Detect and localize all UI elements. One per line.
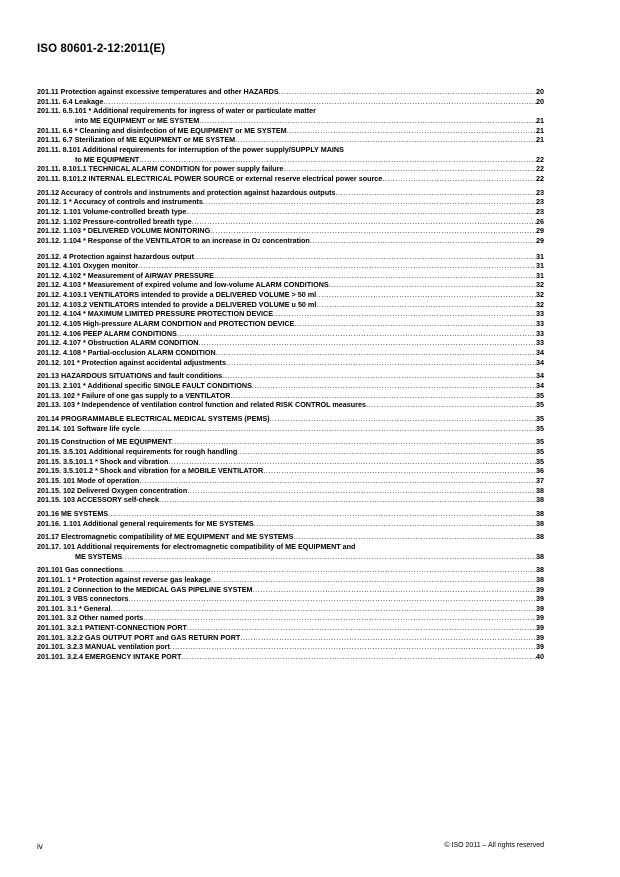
toc-entry[interactable] (37, 585, 544, 595)
toc-entry-title: 201.14. 101 Software life cycle (37, 423, 140, 433)
toc-page-number: 39 (536, 613, 544, 623)
toc-entry[interactable] (37, 532, 544, 542)
toc-entry[interactable] (37, 174, 544, 184)
dot-leader (335, 188, 536, 198)
dot-leader (181, 652, 536, 662)
toc-page-number: 32 (536, 299, 544, 309)
toc-entry[interactable] (37, 207, 544, 217)
toc-entry[interactable] (37, 371, 544, 381)
toc-entry-title: 201.101. 3.2.4 EMERGENCY INTAKE PORT (37, 652, 182, 662)
toc-page-number: 33 (536, 338, 544, 348)
dot-leader (214, 271, 536, 281)
toc-entry[interactable] (37, 476, 544, 486)
toc-page-number: 22 (536, 173, 544, 183)
toc-entry-title: 201.12. 1.101 Volume-controlled breath type (37, 206, 187, 216)
toc-entry-title: 201.17. 101 Additional requirements for electromagnetic compatibility of ME EQUIPMENT and (37, 541, 356, 551)
dot-leader (192, 217, 536, 227)
toc-page-number: 20 (536, 96, 544, 106)
toc-entry[interactable] (37, 106, 544, 125)
dot-leader (211, 575, 536, 585)
dot-leader (187, 486, 536, 496)
toc-entry[interactable] (37, 87, 544, 97)
dot-leader (310, 236, 536, 246)
toc-entry[interactable] (37, 358, 544, 368)
table-of-contents (37, 87, 544, 662)
toc-entry-title: 201.101. 3.2.2 GAS OUTPUT PORT and GAS RETURN PORT (37, 632, 241, 642)
toc-entry-title: 201.11. 8.101.2 INTERNAL ELECTRICAL POWER SOURCE or external reserve electrical power source (37, 173, 383, 183)
toc-page-number: 38 (536, 485, 544, 495)
toc-page-number: 35 (536, 446, 544, 456)
toc-page-number: 33 (536, 309, 544, 319)
dot-leader (230, 391, 536, 401)
document-header: ISO 80601-2-12:2011(E) (37, 43, 166, 55)
toc-entry-title-suffix: concentration (260, 235, 310, 245)
toc-entry[interactable] (37, 633, 544, 643)
toc-page-number: 35 (536, 390, 544, 400)
toc-page-number: 21 (536, 135, 544, 145)
toc-entry-title: 201.12. 101 * Protection against accidental adjustments (37, 357, 226, 367)
toc-page-number: 20 (536, 87, 544, 96)
toc-entry-title: 201.15 Construction of ME EQUIPMENT (37, 437, 172, 447)
toc-page-number: 37 (536, 475, 544, 485)
toc-page-number: 36 (536, 466, 544, 476)
toc-entry[interactable] (37, 290, 544, 300)
toc-entry-title: 201.12. 4.106 PEEP ALARM CONDITIONS (37, 328, 177, 338)
toc-entry[interactable] (37, 188, 544, 198)
toc-page-number: 33 (536, 319, 544, 329)
toc-entry[interactable] (37, 447, 544, 457)
toc-page-number: 31 (536, 261, 544, 271)
toc-entry[interactable] (37, 495, 544, 505)
dot-leader (237, 447, 536, 457)
dot-leader (203, 197, 536, 207)
page-number: iv (37, 842, 43, 851)
toc-page-number: 34 (536, 381, 544, 391)
dot-leader (316, 300, 536, 310)
dot-leader (235, 135, 536, 145)
toc-page-number: 23 (536, 197, 544, 207)
toc-page-number: 38 (536, 532, 544, 542)
toc-entry[interactable] (37, 236, 544, 248)
dot-leader (240, 633, 536, 643)
toc-page-number: 21 (536, 125, 544, 135)
toc-page-number: 34 (536, 348, 544, 358)
toc-entry[interactable] (37, 604, 544, 614)
dot-leader (222, 371, 536, 381)
dot-leader (172, 437, 536, 447)
toc-entry-title: 201.101. 3.2 Other named ports (37, 613, 144, 623)
dot-leader (283, 164, 536, 174)
dot-leader (122, 552, 536, 562)
dot-leader (139, 155, 536, 165)
toc-page-number: 35 (536, 414, 544, 423)
dot-leader (194, 252, 536, 262)
toc-entry-title: 201.11. 6.5.101 * Additional requirements for ingress of water or particulate matter (37, 106, 316, 116)
toc-page-number: 38 (536, 518, 544, 528)
toc-entry[interactable] (37, 542, 544, 561)
toc-page-number: 32 (536, 290, 544, 300)
dot-leader (382, 174, 536, 184)
toc-entry-title: 201.12. 4.104 * MAXIMUM LIMITED PRESSURE PROTECTION DEVICE (37, 309, 274, 319)
dot-leader (254, 519, 536, 529)
toc-page-number: 33 (536, 328, 544, 338)
dot-leader (366, 400, 536, 410)
toc-page-number: 38 (536, 495, 544, 505)
toc-entry[interactable] (37, 271, 544, 281)
toc-page-number: 40 (536, 652, 544, 662)
toc-entry[interactable] (37, 300, 544, 310)
toc-entry-title: 201.101 Gas connections (37, 565, 123, 575)
dot-leader (159, 495, 536, 505)
toc-entry[interactable] (37, 519, 544, 529)
dot-leader (199, 338, 537, 348)
toc-page-number: 31 (536, 270, 544, 280)
dot-leader (108, 509, 536, 519)
toc-entry-title: 201.12. 1.104 * Response of the VENTILATOR to an increase in O (37, 235, 258, 245)
dot-leader (253, 585, 536, 595)
dot-leader (168, 457, 536, 467)
toc-entry[interactable] (37, 309, 544, 319)
dot-leader (293, 532, 536, 542)
dot-leader (129, 594, 537, 604)
toc-entry[interactable] (37, 97, 544, 107)
toc-page-number: 39 (536, 603, 544, 613)
toc-entry-title: 201.13. 103 * Independence of ventilation control function and related RISK CONTROL measures (37, 400, 366, 410)
dot-leader (263, 466, 536, 476)
toc-page-number: 29 (536, 226, 544, 236)
toc-entry[interactable] (37, 437, 544, 447)
toc-entry-title: 201.11. 6.4 Leakage (37, 96, 104, 106)
toc-entry-title: 201.12. 4.102 * Measurement of AIRWAY PRESSURE (37, 270, 214, 280)
dot-leader (210, 226, 536, 236)
toc-page-number: 35 (536, 400, 544, 410)
toc-entry-title: 201.101. 3 VBS connectors (37, 594, 129, 604)
toc-entry[interactable] (37, 164, 544, 174)
toc-page-number: 35 (536, 456, 544, 466)
toc-page-number: 22 (536, 154, 544, 164)
dot-leader (123, 565, 536, 575)
toc-page-number: 39 (536, 584, 544, 594)
toc-page-number: 38 (536, 551, 544, 561)
toc-entry-title: 201.101. 3.2.1 PATIENT-CONNECTION PORT (37, 623, 187, 633)
toc-page-number: 38 (536, 508, 544, 518)
toc-entry[interactable] (37, 126, 544, 136)
toc-entry-title: 201.15. 102 Delivered Oxygen concentration (37, 485, 188, 495)
toc-entry-title: 201.11. 6.6 * Cleaning and disinfection of ME EQUIPMENT or ME SYSTEM (37, 125, 287, 135)
toc-entry-title: 201.15. 103 ACCESSORY self-check (37, 495, 159, 505)
toc-entry[interactable] (37, 509, 544, 519)
toc-entry[interactable] (37, 391, 544, 401)
toc-entry-title: 201.12. 4.107 * Obstruction ALARM CONDITION (37, 338, 199, 348)
toc-page-number: 22 (536, 164, 544, 174)
toc-page-number: 29 (536, 235, 544, 245)
toc-entry[interactable] (37, 252, 544, 262)
toc-entry-title: 201.12. 4.105 High-pressure ALARM CONDITION and PROTECTION DEVICE (37, 319, 295, 329)
toc-entry-title: 201.101. 3.1 * General (37, 603, 111, 613)
dot-leader (226, 358, 536, 368)
toc-entry[interactable] (37, 424, 544, 434)
toc-page-number: 35 (536, 423, 544, 433)
toc-entry[interactable] (37, 348, 544, 358)
dot-leader (329, 280, 536, 290)
toc-page-number: 38 (536, 574, 544, 584)
toc-page-number: 39 (536, 594, 544, 604)
toc-entry-title: 201.16 ME SYSTEMS (37, 508, 109, 518)
toc-entry-title: 201.16. 1.101 Additional general requirements for ME SYSTEMS (37, 518, 254, 528)
toc-page-number: 39 (536, 623, 544, 633)
toc-entry[interactable] (37, 381, 544, 391)
copyright-notice: © ISO 2011 – All rights reserved (444, 842, 544, 849)
toc-entry[interactable] (37, 400, 544, 410)
toc-page-number: 26 (536, 216, 544, 226)
toc-entry[interactable] (37, 623, 544, 633)
toc-page-number: 35 (536, 437, 544, 447)
dot-leader (273, 309, 536, 319)
toc-entry-title: 201.12. 4.108 * Partial-occlusion ALARM CONDITION (37, 348, 216, 358)
toc-page-number: 23 (536, 206, 544, 216)
toc-entry-title: 201.15. 101 Mode of operation (37, 475, 140, 485)
toc-entry[interactable] (37, 329, 544, 339)
toc-entry-title: 201.15. 3.5.101.2 * Shock and vibration for a MOBILE VENTILATOR (37, 466, 264, 476)
toc-entry-title: 201.12. 4.103.1 VENTILATORS intended to provide a DELIVERED VOLUME > 50 ml (37, 290, 317, 300)
toc-entry-title: 201.101. 3.2.3 MANUAL ventilation port (37, 642, 170, 652)
toc-entry-title: 201.12. 4.103.2 VENTILATORS intended to provide a DELIVERED VOLUME u 50 ml (37, 299, 317, 309)
toc-entry[interactable] (37, 457, 544, 467)
toc-page-number: 23 (536, 187, 544, 197)
dot-leader (199, 116, 536, 126)
toc-entry-title: 201.15. 3.5.101.1 * Shock and vibration (37, 456, 169, 466)
dot-leader (111, 604, 536, 614)
dot-leader (294, 319, 536, 329)
toc-entry-title: 201.101. 2 Connection to the MEDICAL GAS PIPELINE SYSTEM (37, 584, 253, 594)
toc-entry[interactable] (37, 217, 544, 227)
toc-entry-title: 201.11 Protection against excessive temperatures and other HAZARDS (37, 87, 279, 96)
toc-entry[interactable] (37, 486, 544, 496)
toc-entry-continuation: into ME EQUIPMENT or ME SYSTEM (75, 115, 200, 125)
dot-leader (287, 126, 536, 136)
toc-entry[interactable] (37, 145, 544, 164)
dot-leader (252, 381, 536, 391)
toc-entry-title: 201.17 Electromagnetic compatibility of ME EQUIPMENT and ME SYSTEMS (37, 532, 294, 542)
toc-page-number: 34 (536, 371, 544, 381)
toc-entry[interactable] (37, 565, 544, 575)
toc-entry-title: 201.12. 4 Protection against hazardous output (37, 251, 194, 261)
toc-page-number: 39 (536, 642, 544, 652)
dot-leader (140, 424, 536, 434)
toc-entry-title: 201.13. 102 * Failure of one gas supply to a VENTILATOR (37, 390, 231, 400)
dot-leader (270, 414, 536, 424)
toc-page-number: 39 (536, 632, 544, 642)
toc-page-number: 32 (536, 280, 544, 290)
toc-entry-continuation: ME SYSTEMS (75, 551, 123, 561)
toc-entry[interactable] (37, 280, 544, 290)
toc-entry-title: 201.12. 4.101 Oxygen monitor (37, 261, 139, 271)
dot-leader (186, 207, 536, 217)
toc-page-number: 31 (536, 251, 544, 261)
toc-entry-title: 201.11. 8.101.1 TECHNICAL ALARM CONDITION for power supply failure (37, 164, 284, 174)
toc-entry[interactable] (37, 319, 544, 329)
dot-leader (216, 348, 536, 358)
toc-entry[interactable] (37, 575, 544, 585)
toc-entry[interactable] (37, 135, 544, 145)
toc-entry[interactable] (37, 466, 544, 476)
dot-leader (177, 329, 536, 339)
toc-entry[interactable] (37, 338, 544, 348)
toc-page-number: 34 (536, 357, 544, 367)
toc-entry-title: 201.12. 1.102 Pressure-controlled breath type (37, 216, 192, 226)
dot-leader (187, 623, 536, 633)
toc-entry-title: 201.101. 1 * Protection against reverse gas leakage (37, 574, 211, 584)
dot-leader (279, 87, 536, 97)
dot-leader (103, 97, 536, 107)
toc-entry-title: 201.11. 8.101 Additional requirements for interruption of the power supply/SUPPLY MAINS (37, 144, 344, 154)
toc-entry-title: 201.12. 4.103 * Measurement of expired volume and low-volume ALARM CONDITIONS (37, 280, 329, 290)
toc-entry-title: 201.11. 6.7 Sterilization of ME EQUIPMENT or ME SYSTEM (37, 135, 236, 145)
dot-leader (139, 476, 536, 486)
toc-entry[interactable] (37, 652, 544, 662)
toc-entry-title: 201.13 HAZARDOUS SITUATIONS and fault conditions (37, 371, 223, 381)
toc-entry[interactable] (37, 414, 544, 424)
toc-entry[interactable] (37, 226, 544, 236)
toc-entry-title: 201.13. 2.101 * Additional specific SINGLE FAULT CONDITIONS (37, 381, 252, 391)
toc-entry-title: 201.15. 3.5.101 Additional requirements for rough handling (37, 446, 238, 456)
dot-leader (316, 290, 536, 300)
dot-leader (138, 261, 536, 271)
toc-entry[interactable] (37, 261, 544, 271)
dot-leader (143, 613, 536, 623)
toc-entry-title: 201.12. 1.103 * DELIVERED VOLUME MONITORING (37, 226, 211, 236)
toc-entry-continuation: to ME EQUIPMENT (75, 154, 140, 164)
subscript: 2 (257, 238, 261, 245)
toc-entry[interactable] (37, 642, 544, 652)
toc-entry[interactable] (37, 197, 544, 207)
toc-entry[interactable] (37, 613, 544, 623)
toc-entry-title: 201.14 PROGRAMMABLE ELECTRICAL MEDICAL SYSTEMS (PEMS) (37, 414, 270, 423)
dot-leader (170, 642, 536, 652)
toc-entry-title: 201.12. 1 * Accuracy of controls and instruments (37, 197, 203, 207)
toc-entry-title: 201.12 Accuracy of controls and instruments and protection against hazardous outputs (37, 187, 336, 197)
toc-page-number: 38 (536, 565, 544, 575)
toc-page-number: 21 (536, 115, 544, 125)
toc-entry[interactable] (37, 594, 544, 604)
